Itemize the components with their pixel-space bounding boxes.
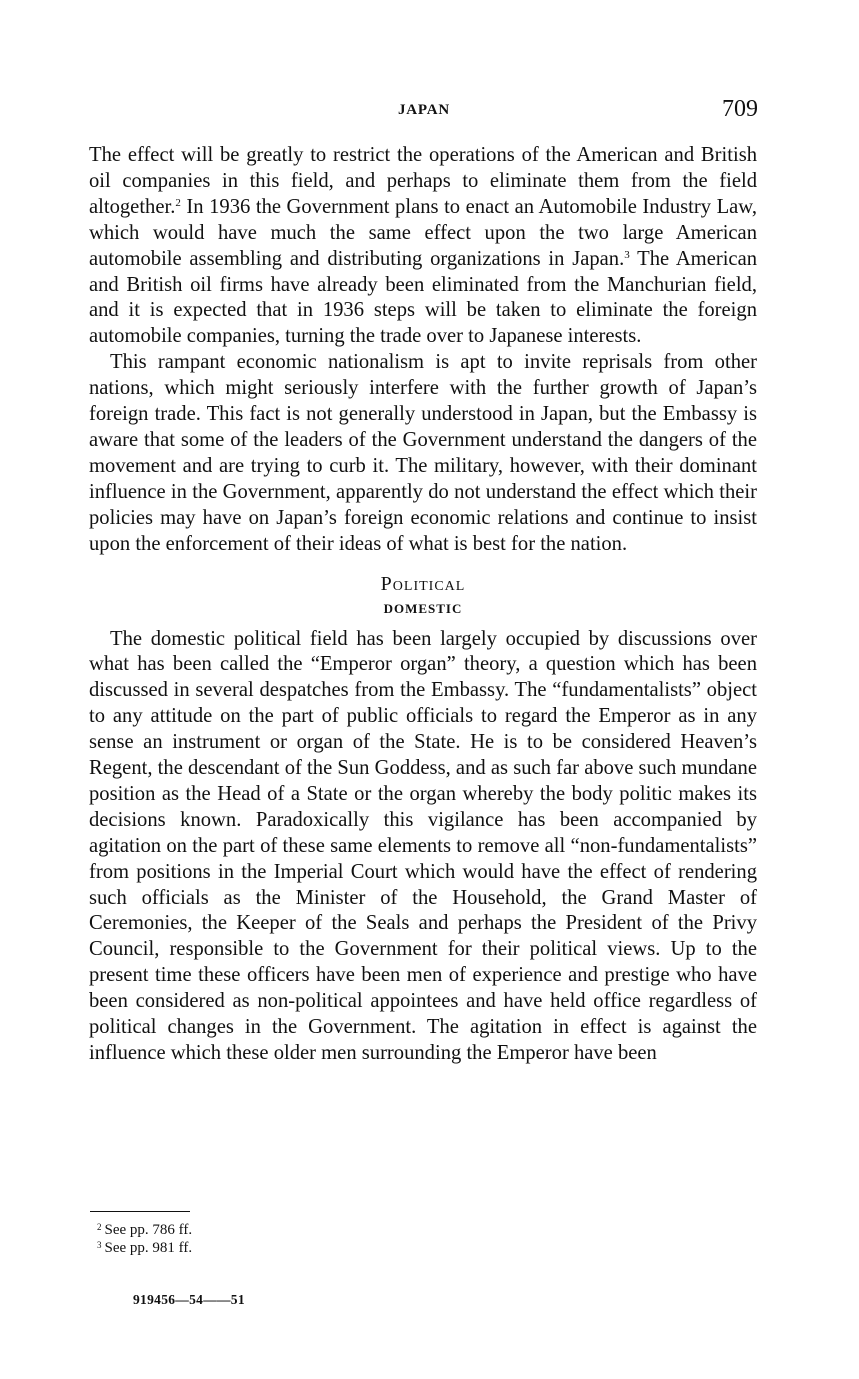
subsection-heading: DOMESTIC (383, 600, 463, 616)
footnote: $^3$ See pp. 981 ff. (97, 1240, 193, 1256)
page-number: 709 (722, 96, 758, 122)
footnote-ref-2: 2 (175, 196, 181, 209)
paragraph-3: The domestic political field has been largely occupied by discussions over what has been called the “Emperor organ” theory, a question which has been discussed in several despatches from the Embassy. The “fundamentalists” object to any attitude on the part of public officials to regard the Emperor as in any sense an instrument or organ of the State. He is to be considered Heaven’s Regent, the descendant of the Sun Goddess, and as such far above such mundane position as the Head of a State or the organ whereby the body politic makes its decisions known. Paradoxically this vigilance has been accompanied by agitation on the part of these same elements to remove all “non-fundamentalists” from positions in the Imperial Court which would have the effect of rendering such officials as the Minister of the Household, the Grand Master of Ceremonies, the Keeper of the Seals and perhaps the President of the Privy Council, responsible to the Government for their political views. Up to the present time these officers have been men of experience and prestige who have been considered as non-political appointees and have held office regardless of political changes in the Government. The agitation in effect is against the influence which these older men surrounding the Emperor have been (89, 627, 757, 1064)
body-text (89, 143, 757, 1067)
footnote-rule (90, 1211, 190, 1212)
paragraph-1: The effect will be greatly to restrict the operations of the American and British oil companies in this field, and perhaps to eliminate them from the field altogether.$^2$ In 1936 the Government plans to enact an Automobile Industry Law, which would have much the same effect upon the two large American automobile assembling and distributing organizations in Japan.$^3$ The American and British oil firms have already been eliminated from the Manchurian field, and it is expected that in 1936 steps will be taken to eliminate the foreign automobile companies, turning the trade over to Japanese interests. (89, 144, 758, 348)
page-header (90, 96, 758, 128)
paragraph-2: This rampant economic nationalism is apt to invite reprisals from other nations, which might seriously interfere with the further growth of Japan’s foreign trade. This fact is not generally understood in Japan, but the Embassy is aware that some of the leaders of the Government understand the dangers of the movement and are trying to curb it. The military, however, with their dominant influence in the Government, apparently do not understand the effect which their policies may have on Japan’s foreign economic relations and continue to insist upon the enforcement of their ideas of what is best for the nation. (89, 351, 757, 555)
footnote: $^2$ See pp. 786 ff. (97, 1222, 193, 1238)
footnotes (97, 1221, 192, 1257)
section-heading: Political (380, 572, 466, 595)
print-code: 919456—54——51 (133, 1292, 245, 1307)
footnote-ref-3: 3 (624, 248, 630, 261)
running-title: JAPAN (397, 102, 451, 118)
